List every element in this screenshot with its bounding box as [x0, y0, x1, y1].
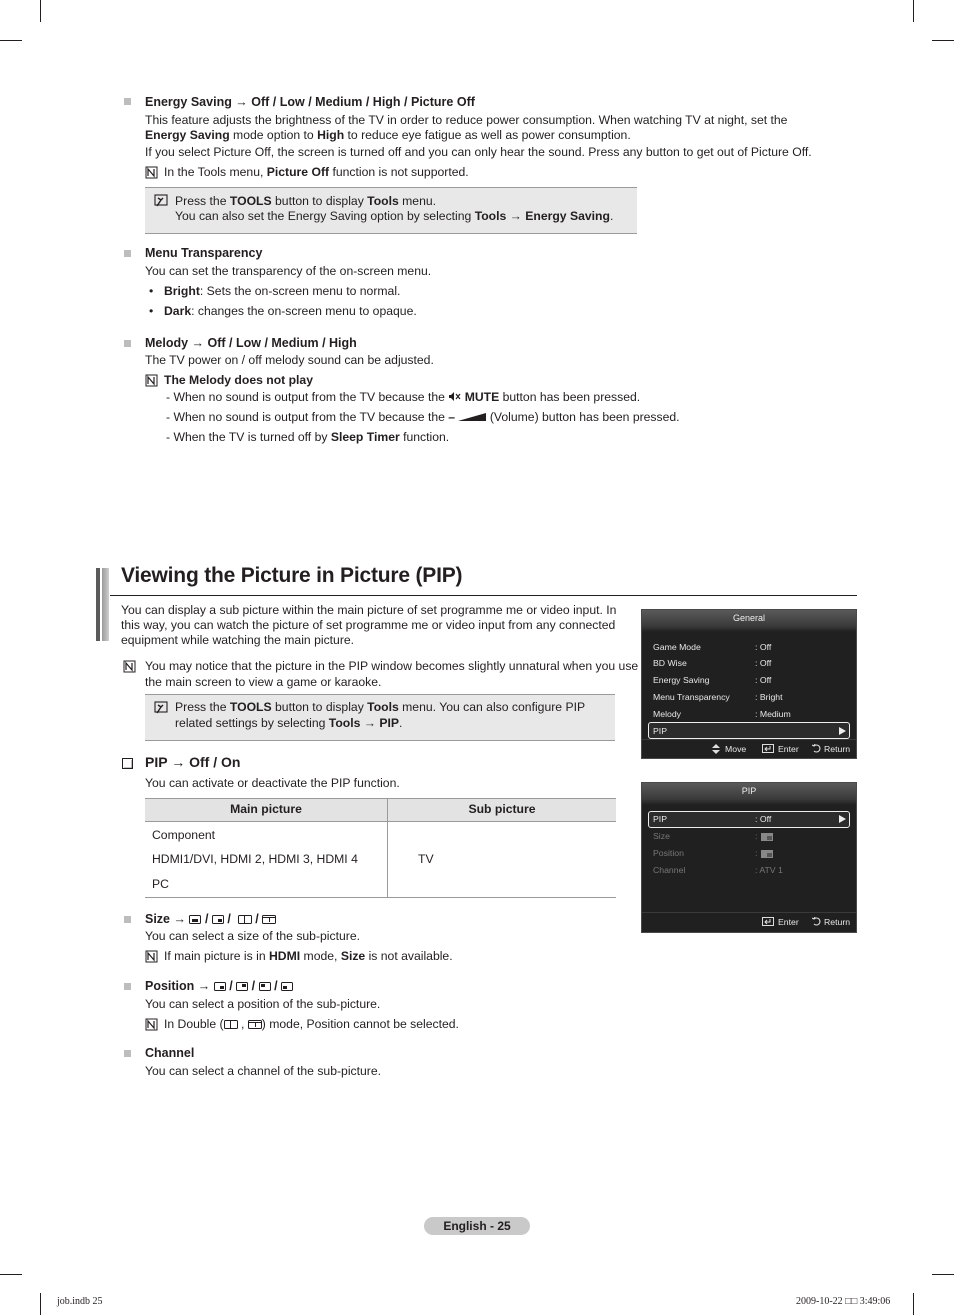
- heading-bar: [96, 568, 100, 641]
- print-timestamp: 2009-10-22 □□ 3:49:06: [796, 1296, 891, 1307]
- osd-general-menu: [641, 609, 857, 759]
- page-title: Viewing the Picture in Picture (PIP): [121, 564, 463, 587]
- osd-row-value: : Bright: [755, 692, 783, 702]
- osd-row-label[interactable]: Position: [653, 848, 684, 858]
- table-header-sub: Sub picture: [468, 802, 536, 816]
- osd-row-value: : Medium: [755, 709, 791, 719]
- channel-title: Channel: [145, 1046, 195, 1060]
- return-icon: [812, 917, 821, 926]
- channel-desc: You can select a channel of the sub-picture.: [145, 1064, 382, 1078]
- osd-row-label[interactable]: Game Mode: [653, 642, 701, 652]
- position-note: In Double ( , ) mode, Position cannot be selected.: [164, 1017, 459, 1031]
- osd-row-value: : Off: [755, 642, 772, 652]
- tools-tip-line-2: You can also set the Energy Saving option by selecting Tools → Energy Saving.: [175, 209, 614, 223]
- pip-note-2: the main screen to view a game or karaoke.: [145, 675, 382, 689]
- osd-footer-rule: [642, 739, 856, 740]
- tools-tip-line-1: Press the TOOLS button to display Tools menu.: [175, 194, 437, 208]
- osd-row-label[interactable]: Energy Saving: [653, 675, 710, 685]
- tools-icon: [154, 194, 168, 208]
- section-bullet-icon: [124, 1050, 131, 1057]
- osd-selected-row[interactable]: [648, 722, 850, 739]
- position-top-right-icon: [236, 982, 248, 991]
- note-icon: [145, 374, 158, 387]
- melody-reason-1: - When no sound is output from the TV because the MUTE button has been pressed.: [166, 390, 641, 404]
- bright-option: Bright: Sets the on-screen menu to normal.: [164, 284, 401, 298]
- arrow-right-icon: [839, 727, 846, 735]
- pip-table: [145, 798, 616, 898]
- enter-icon: [762, 744, 774, 753]
- position-thumbnail-icon: [761, 850, 773, 858]
- energy-saving-desc-2: Energy Saving mode option to High to reduce eye fatigue as well as power consumption.: [145, 128, 631, 142]
- table-header-main: Main picture: [230, 802, 302, 816]
- crop-mark: [40, 1293, 41, 1315]
- nav-enter-label: Enter: [778, 917, 799, 927]
- size-thumbnail-icon: [761, 833, 773, 841]
- note-icon: [123, 660, 136, 673]
- size-small-icon: [212, 915, 224, 924]
- energy-saving-title: Energy Saving → Off / Low / Medium / High / Picture Off: [145, 95, 475, 109]
- pip-tools-line-1: Press the TOOLS button to display Tools menu. You can also configure PIP: [175, 700, 586, 714]
- pip-note-1: You may notice that the picture in the PIP window becomes slightly unnatural when you use: [145, 659, 639, 673]
- nav-return-label: Return: [824, 917, 851, 927]
- size-title: Size → / / /: [145, 912, 276, 926]
- crop-mark: [932, 1274, 954, 1275]
- checkbox-icon: [122, 758, 133, 769]
- crop-mark: [0, 1274, 22, 1275]
- table-cell-main: PC: [152, 877, 169, 891]
- osd-row-value: : Off: [755, 658, 772, 668]
- osd-title: General: [642, 610, 856, 626]
- position-desc: You can select a position of the sub-picture.: [145, 997, 381, 1011]
- section-bullet-icon: [124, 340, 131, 347]
- melody-reason-2: - When no sound is output from the TV because the – (Volume) button has been pressed.: [166, 410, 680, 424]
- osd-title: PIP: [642, 783, 856, 799]
- pip-intro-1: You can display a sub picture within the main picture of set programme me or video input. In: [121, 603, 617, 617]
- crop-mark: [932, 40, 954, 41]
- pip-tools-line-2: related settings by selecting Tools → PIP.: [175, 716, 403, 730]
- osd-title-underline: [642, 626, 856, 632]
- note-icon: [145, 1018, 158, 1031]
- heading-bar: [102, 568, 109, 641]
- double-split-alt-icon: [248, 1020, 262, 1029]
- mute-icon: [448, 391, 461, 402]
- osd-row-value: : Off: [755, 675, 772, 685]
- enter-icon: [762, 917, 774, 926]
- table-bottom-rule: [145, 897, 616, 898]
- double-split-icon: [238, 915, 252, 924]
- osd-row-label[interactable]: PIP: [653, 814, 668, 824]
- melody-title: Melody → Off / Low / Medium / High: [145, 336, 357, 350]
- volume-icon: [458, 412, 486, 422]
- double-split-alt-icon: [262, 915, 276, 924]
- size-large-icon: [189, 915, 201, 924]
- crop-mark: [913, 1293, 914, 1315]
- osd-selected-row[interactable]: [648, 811, 850, 828]
- osd-row-value: : Off: [755, 814, 772, 824]
- bullet-dot: •: [149, 304, 154, 318]
- double-split-icon: [224, 1020, 238, 1029]
- osd-row-value: :: [755, 831, 758, 841]
- melody-desc: The TV power on / off melody sound can be adjusted.: [145, 353, 434, 367]
- size-note: If main picture is in HDMI mode, Size is not available.: [164, 949, 453, 963]
- position-bottom-right-icon: [214, 982, 226, 991]
- osd-row-label[interactable]: BD Wise: [653, 658, 687, 668]
- pip-intro-3: equipment while watching the main picture.: [121, 633, 355, 647]
- bullet-dot: •: [149, 284, 154, 298]
- table-cell-main: Component: [152, 828, 216, 842]
- osd-row-value: :: [755, 848, 758, 858]
- pip-intro-2: this way, you can watch the picture of set programme me or video input from any connected: [121, 618, 616, 632]
- position-top-left-icon: [259, 982, 271, 991]
- osd-row-label[interactable]: Size: [653, 831, 670, 841]
- return-icon: [812, 744, 821, 753]
- osd-row-label[interactable]: Melody: [653, 709, 682, 719]
- osd-row-label[interactable]: Channel: [653, 865, 686, 875]
- osd-row-label[interactable]: Menu Transparency: [653, 692, 730, 702]
- nav-move-label: Move: [725, 744, 747, 754]
- nav-enter-label: Enter: [778, 744, 799, 754]
- table-cell-main: HDMI1/DVI, HDMI 2, HDMI 3, HDMI 4: [152, 852, 358, 866]
- dark-option: Dark: changes the on-screen menu to opaque.: [164, 304, 417, 318]
- osd-row-value: : ATV 1: [755, 865, 783, 875]
- crop-mark: [40, 0, 41, 22]
- note-icon: [145, 950, 158, 963]
- section-bullet-icon: [124, 916, 131, 923]
- arrow-right-icon: [839, 815, 846, 823]
- melody-reason-3: - When the TV is turned off by Sleep Timer function.: [166, 430, 450, 444]
- file-info: job.indb 25: [57, 1296, 103, 1307]
- crop-mark: [913, 0, 914, 22]
- section-bullet-icon: [124, 250, 131, 257]
- nav-return-label: Return: [824, 744, 851, 754]
- section-bullet-icon: [124, 98, 131, 105]
- osd-footer-rule: [642, 912, 856, 913]
- size-desc: You can select a size of the sub-picture.: [145, 929, 360, 943]
- table-cell-sub: TV: [418, 852, 434, 866]
- osd-pip-menu: [641, 782, 857, 933]
- menu-transparency-title: Menu Transparency: [145, 246, 263, 260]
- energy-saving-desc-3: If you select Picture Off, the screen is turned off and you can only hear the sound. Press any button to get out of Picture Off.: [145, 145, 812, 159]
- osd-title-underline: [642, 799, 856, 805]
- heading-rule: [110, 595, 857, 596]
- osd-row-label[interactable]: PIP: [653, 726, 668, 736]
- tools-icon: [154, 701, 168, 715]
- menu-transparency-desc: You can set the transparency of the on-screen menu.: [145, 264, 432, 278]
- section-bullet-icon: [124, 983, 131, 990]
- energy-saving-desc-1: This feature adjusts the brightness of the TV in order to reduce power consumption. When watching TV at night, set the: [145, 113, 788, 127]
- position-bottom-left-icon: [281, 982, 293, 991]
- melody-note-title: The Melody does not play: [164, 373, 313, 387]
- energy-saving-note: In the Tools menu, Picture Off function is not supported.: [164, 165, 469, 179]
- crop-mark: [0, 40, 22, 41]
- pip-sub-desc: You can activate or deactivate the PIP function.: [145, 776, 400, 790]
- move-icon: [712, 744, 720, 754]
- page-number-badge: English - 25: [424, 1217, 530, 1235]
- pip-sub-title: PIP → Off / On: [145, 754, 241, 770]
- note-icon: [145, 166, 158, 179]
- position-title: Position → / / /: [145, 979, 293, 993]
